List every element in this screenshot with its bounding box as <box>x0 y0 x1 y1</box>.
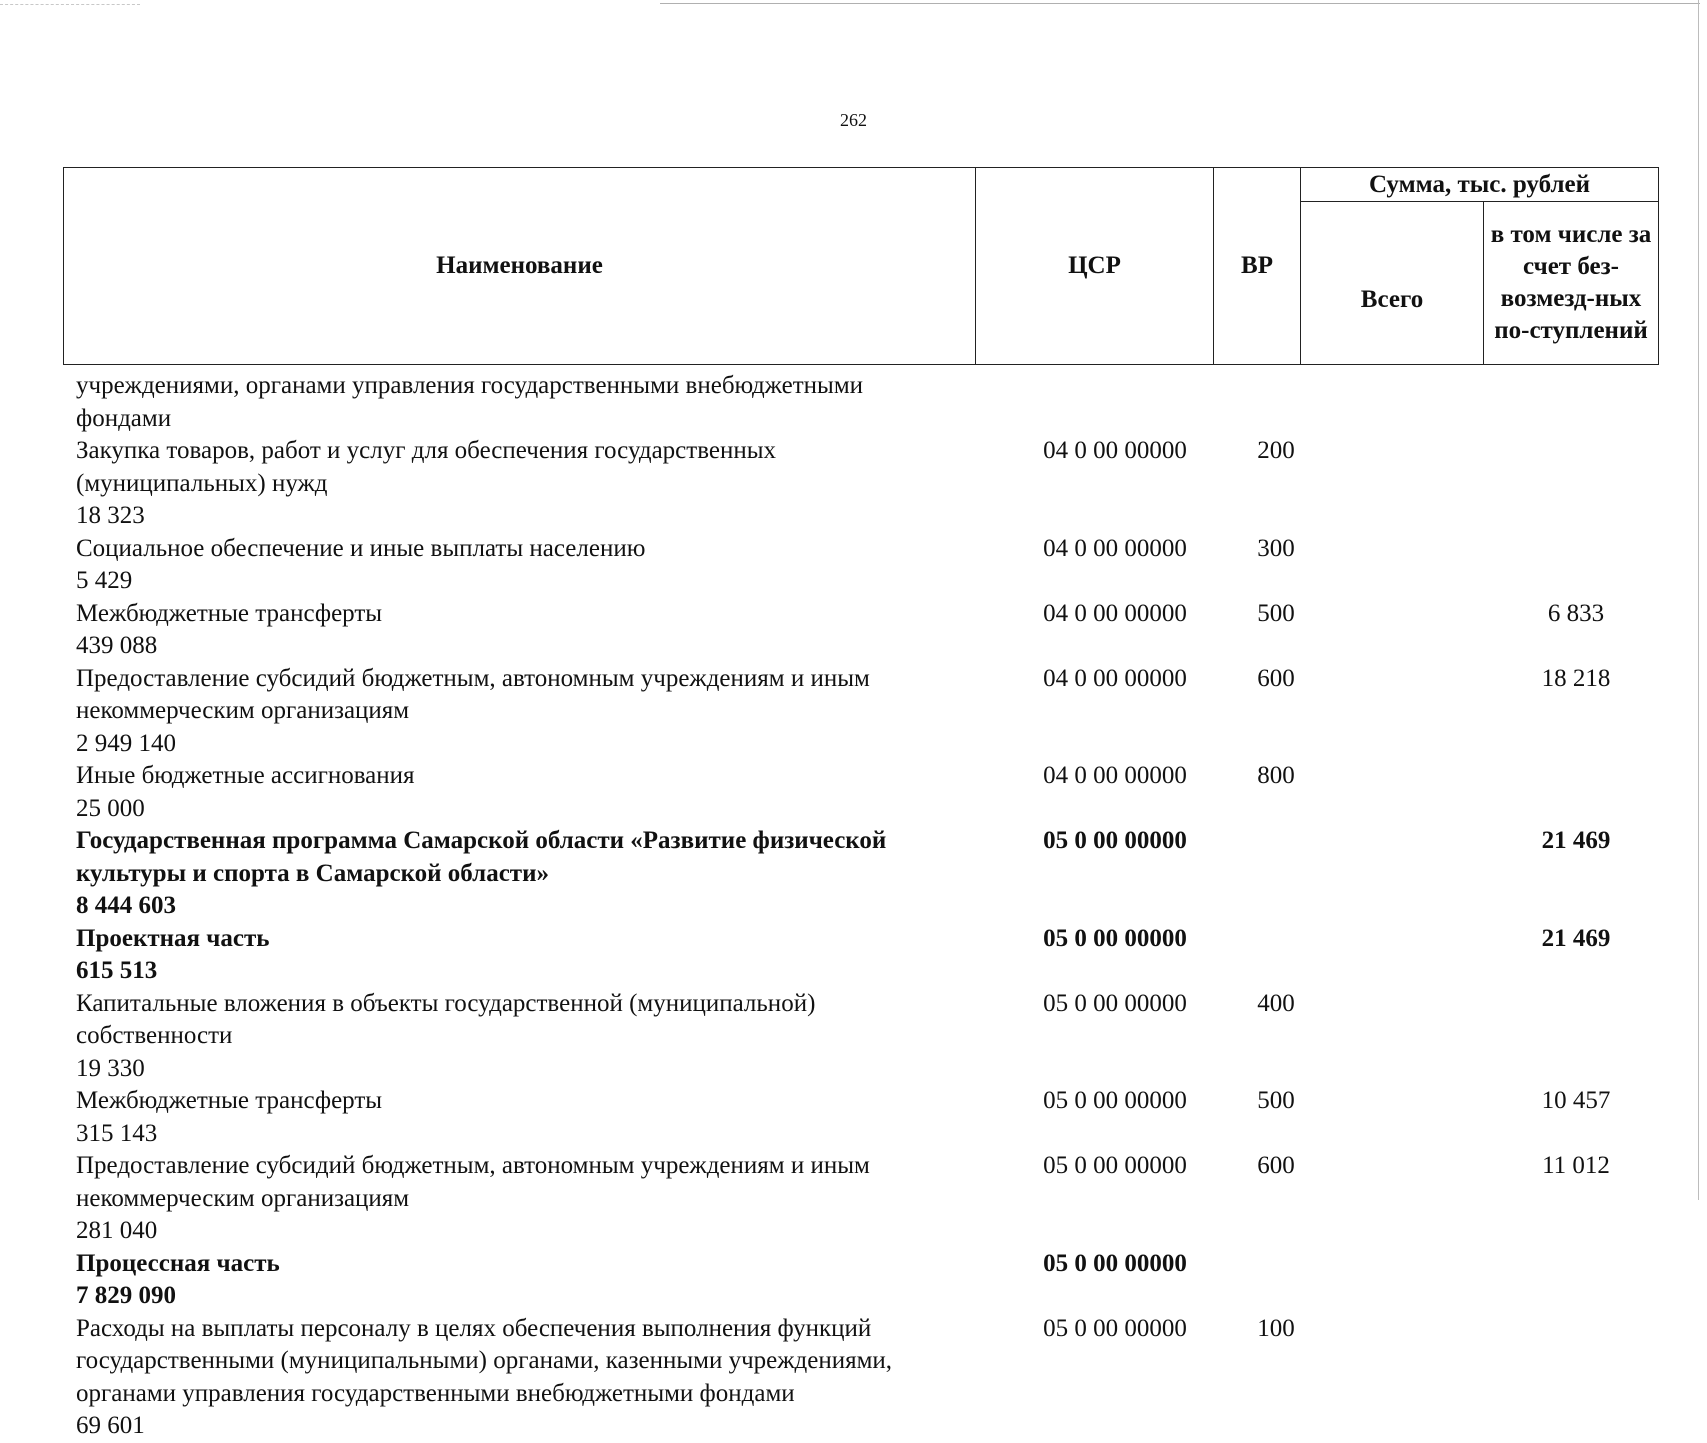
table-row <box>76 825 1656 923</box>
table-row <box>76 923 1656 988</box>
row-vr: 300 <box>1257 534 1295 562</box>
row-csr: 04 0 00 00000 <box>1043 599 1187 627</box>
table-body <box>76 370 1656 1443</box>
row-vr: 400 <box>1257 989 1295 1017</box>
row-name: Проектная часть <box>76 924 270 952</box>
row-free: 21 469 <box>1541 924 1611 952</box>
table-row <box>76 370 1656 435</box>
row-free: 18 218 <box>1541 664 1611 692</box>
row-name: Закупка товаров, работ и услуг для обеспечения государственных (муниципальных) нужд <box>76 437 777 497</box>
row-vr: 200 <box>1257 437 1295 464</box>
header-name: Наименование <box>64 168 976 365</box>
row-name: Межбюджетные трансферты <box>76 1087 383 1114</box>
row-name: учреждениями, органами управления государственными внебюджетными фондами <box>76 372 864 432</box>
scan-edge-dash <box>0 4 140 5</box>
row-csr: 05 0 00 00000 <box>1043 827 1187 854</box>
row-name: Расходы на выплаты персоналу в целях обеспечения выполнения функций государственными (муниципальными) органами, казенными учреждениями, органами управления государственными внебюджетными фондами <box>76 1314 893 1407</box>
row-vr: 100 <box>1257 1314 1295 1342</box>
header-free: в том числе за счет без-возмезд-ных по-ступлений <box>1484 202 1659 365</box>
table-row <box>76 1248 1656 1313</box>
row-csr: 04 0 00 00000 <box>1043 762 1187 789</box>
row-total: 439 088 <box>76 632 158 659</box>
table-row <box>76 663 1656 761</box>
table-row <box>76 988 1656 1086</box>
table-row <box>76 598 1656 663</box>
row-csr: 04 0 00 00000 <box>1043 534 1187 562</box>
header-sum-group: Сумма, тыс. рублей <box>1301 168 1659 202</box>
row-vr: 600 <box>1257 664 1295 692</box>
row-name: Иные бюджетные ассигнования <box>76 762 415 789</box>
header-total-label: Всего <box>1360 286 1424 313</box>
row-free: 6 833 <box>1547 599 1605 627</box>
row-total: 18 323 <box>76 502 145 529</box>
scan-right-edge <box>1698 0 1699 1200</box>
row-csr: 04 0 00 00000 <box>1043 437 1187 464</box>
header-total <box>1301 202 1484 365</box>
row-vr: 500 <box>1257 1087 1295 1114</box>
header-csr: ЦСР <box>976 168 1214 365</box>
row-csr: 05 0 00 00000 <box>1043 1314 1187 1342</box>
page-number: 262 <box>840 110 867 130</box>
table-row <box>76 1150 1656 1248</box>
row-total: 69 601 <box>76 1412 145 1439</box>
row-free: 10 457 <box>1541 1087 1611 1114</box>
row-free: 21 469 <box>1541 827 1611 854</box>
row-name: Капитальные вложения в объекты государственной (муниципальной) собственности <box>76 989 816 1049</box>
row-total: 615 513 <box>76 957 158 984</box>
table-row <box>76 533 1656 598</box>
row-name: Межбюджетные трансферты <box>76 599 383 627</box>
row-name: Государственная программа Самарской области «Развитие физической культуры и спорта в Самарской области» <box>76 827 887 887</box>
table-row <box>76 1085 1656 1150</box>
row-total: 19 330 <box>76 1054 145 1082</box>
row-csr: 05 0 00 00000 <box>1043 1087 1187 1114</box>
row-name: Предоставление субсидий бюджетным, автономным учреждениям и иным некоммерческим организациям <box>76 664 870 724</box>
row-total: 25 000 <box>76 794 145 822</box>
table-row <box>76 760 1656 825</box>
row-free: 11 012 <box>1542 1152 1610 1179</box>
row-name: Процессная часть <box>76 1249 280 1277</box>
row-vr: 500 <box>1257 599 1295 627</box>
row-csr: 05 0 00 00000 <box>1043 924 1187 952</box>
header-vr: ВР <box>1214 168 1301 365</box>
row-total: 315 143 <box>76 1119 158 1147</box>
row-csr: 05 0 00 00000 <box>1043 989 1187 1017</box>
table-row <box>76 435 1656 533</box>
row-total: 5 429 <box>76 567 133 594</box>
row-vr: 600 <box>1257 1152 1295 1179</box>
row-csr: 05 0 00 00000 <box>1043 1249 1187 1277</box>
row-csr: 05 0 00 00000 <box>1043 1152 1187 1179</box>
row-vr: 800 <box>1257 762 1295 789</box>
row-name: Социальное обеспечение и иные выплаты населению <box>76 534 646 562</box>
row-total: 8 444 603 <box>76 892 176 919</box>
table-row <box>76 1313 1656 1443</box>
row-total: 281 040 <box>76 1217 158 1244</box>
row-total: 2 949 140 <box>76 729 176 757</box>
row-total: 7 829 090 <box>76 1282 176 1309</box>
row-name: Предоставление субсидий бюджетным, автономным учреждениям и иным некоммерческим организациям <box>76 1152 870 1212</box>
row-csr: 04 0 00 00000 <box>1043 664 1187 692</box>
table-header <box>63 167 1659 365</box>
scan-edge-line <box>660 3 1700 4</box>
